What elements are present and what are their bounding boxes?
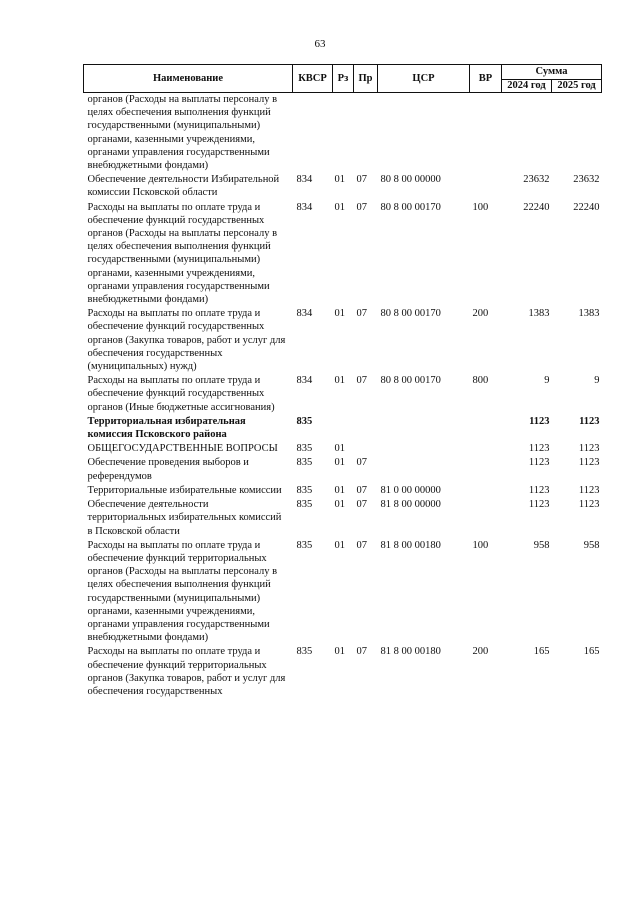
table-row	[84, 498, 602, 539]
row-sum-2024: 22240	[523, 201, 550, 213]
row-rz: 01	[334, 201, 345, 213]
row-sum-2024: 23632	[523, 174, 550, 186]
row-csr: 81 8 00 00180	[380, 646, 441, 658]
row-rz: 01	[334, 375, 345, 387]
row-pr: 07	[356, 646, 367, 658]
row-vr	[470, 93, 502, 174]
row-rz: 01	[334, 539, 345, 551]
row-name: Расходы на выплаты по оплате труда и обеспечение функций государственных органов (Расходы на выплаты персоналу в целях обеспечения выполнения функций государственными (муниципальными) органами, казенными учреждениями, органами управления государственными внебюджетными фондами)	[87, 201, 278, 306]
row-vr: 200	[472, 308, 489, 320]
row-name: Расходы на выплаты по оплате труда и обеспечение функций территориальных органов (Закупка товаров, работ и услуг для обеспечения государственных	[87, 646, 286, 697]
row-pr	[354, 415, 378, 442]
row-kvsr: 834	[296, 308, 313, 320]
row-sum-2024: 1123	[528, 484, 550, 496]
row-name: Обеспечение деятельности территориальных избирательных комиссий в Псковской области	[87, 499, 282, 537]
row-pr: 07	[356, 539, 367, 551]
row-sum-2025: 1123	[579, 415, 600, 427]
row-pr: 07	[356, 457, 367, 469]
row-vr	[470, 415, 502, 442]
row-vr: 800	[472, 375, 489, 387]
table-header	[84, 65, 602, 93]
header-rz: Рз	[333, 65, 354, 93]
row-kvsr	[293, 93, 333, 174]
row-sum-2024: 1123	[528, 457, 550, 469]
row-sum-2025: 1123	[578, 457, 600, 469]
row-kvsr: 835	[296, 457, 313, 469]
row-pr: 07	[356, 375, 367, 387]
row-pr	[354, 93, 378, 174]
row-sum-2025: 23632	[573, 174, 600, 186]
row-sum-2024: 958	[533, 539, 550, 551]
row-name: Территориальная избирательная комиссия Псковского района	[87, 415, 246, 441]
row-csr: 81 8 00 00180	[380, 539, 441, 551]
row-sum-2025: 1123	[578, 499, 600, 511]
row-vr: 100	[472, 539, 489, 551]
row-csr: 80 8 00 00170	[380, 375, 441, 387]
table-row	[84, 173, 602, 200]
row-vr	[470, 173, 502, 200]
row-sum-2024: 165	[533, 646, 550, 658]
row-name: Обеспечение деятельности Избирательной комиссии Псковской области	[87, 174, 280, 199]
row-kvsr: 835	[296, 646, 313, 658]
row-sum-2024	[502, 93, 552, 174]
row-sum-2025	[552, 93, 602, 174]
header-kvsr: КВСР	[293, 65, 333, 93]
row-sum-2024: 1383	[528, 308, 550, 320]
table-row	[84, 307, 602, 374]
row-csr: 80 8 00 00170	[380, 201, 441, 213]
row-rz: 01	[334, 457, 345, 469]
row-pr: 07	[356, 499, 367, 511]
row-sum-2024: 9	[544, 375, 550, 387]
header-year-2025: 2025 год	[552, 80, 602, 93]
row-sum-2025: 22240	[573, 201, 600, 213]
row-rz: 01	[334, 308, 345, 320]
row-csr: 80 8 00 00170	[380, 308, 441, 320]
row-vr: 100	[472, 201, 489, 213]
row-csr: 81 0 00 00000	[380, 484, 441, 496]
row-pr: 07	[356, 308, 367, 320]
row-sum-2025: 1383	[578, 308, 600, 320]
header-csr: ЦСР	[378, 65, 470, 93]
row-vr: 200	[472, 646, 489, 658]
row-name: ОБЩЕГОСУДАРСТВЕННЫЕ ВОПРОСЫ	[87, 443, 278, 455]
table-row	[84, 374, 602, 415]
row-rz	[333, 415, 354, 442]
row-csr	[378, 415, 470, 442]
row-name: Расходы на выплаты по оплате труда и обеспечение функций государственных органов (Закупка товаров, работ и услуг для обеспечения государственных (муниципальных) нужд)	[87, 308, 286, 373]
header-vr: ВР	[470, 65, 502, 93]
row-sum-2025: 958	[583, 539, 600, 551]
row-kvsr: 834	[296, 375, 313, 387]
row-rz: 01	[334, 484, 345, 496]
row-kvsr: 835	[296, 443, 313, 455]
row-csr	[378, 456, 470, 483]
row-sum-2024: 1123	[528, 443, 550, 455]
row-csr	[378, 93, 470, 174]
row-sum-2024: 1123	[529, 415, 550, 427]
row-pr: 07	[356, 201, 367, 213]
row-vr	[470, 456, 502, 483]
row-csr	[378, 442, 470, 456]
row-vr	[470, 498, 502, 539]
header-pr: Пр	[354, 65, 378, 93]
row-kvsr: 835	[296, 539, 313, 551]
row-csr: 81 8 00 00000	[380, 499, 441, 511]
row-kvsr: 835	[296, 415, 313, 427]
row-sum-2025: 9	[594, 375, 600, 387]
row-kvsr: 834	[296, 201, 313, 213]
row-sum-2024: 1123	[528, 499, 550, 511]
row-pr	[354, 442, 378, 456]
row-name: Территориальные избирательные комиссии	[87, 484, 282, 496]
table-row	[84, 456, 602, 483]
table-row	[84, 645, 602, 699]
table-row	[84, 201, 602, 308]
row-rz: 01	[334, 499, 345, 511]
table-row	[84, 415, 602, 442]
row-sum-2025: 1123	[578, 443, 600, 455]
table-row	[84, 484, 602, 498]
row-csr: 80 8 00 00000	[380, 174, 441, 186]
page-number: 63	[314, 38, 326, 50]
table-row	[84, 93, 602, 174]
row-name: Расходы на выплаты по оплате труда и обеспечение функций территориальных органов (Расходы на выплаты персоналу в целях обеспечения выполнения функций государственными (муниципальными) органами, казенными учреждениями, органами управления государственными внебюджетными фондами)	[87, 539, 278, 644]
row-rz: 01	[334, 646, 345, 658]
budget-table	[83, 64, 602, 699]
row-vr	[470, 484, 502, 498]
header-year-2024: 2024 год	[502, 80, 552, 93]
row-name: Расходы на выплаты по оплате труда и обеспечение функций государственных органов (Иные бюджетные ассигнования)	[87, 375, 275, 413]
row-kvsr: 835	[296, 499, 313, 511]
row-rz	[333, 93, 354, 174]
row-vr	[470, 442, 502, 456]
table-body	[84, 93, 602, 700]
row-kvsr: 834	[296, 174, 313, 186]
row-rz: 01	[334, 443, 345, 455]
row-rz: 01	[334, 174, 345, 186]
row-sum-2025: 1123	[578, 484, 600, 496]
header-sum: Сумма	[502, 65, 602, 80]
row-name: Обеспечение проведения выборов и референдумов	[87, 457, 249, 482]
header-name: Наименование	[84, 65, 293, 93]
row-pr: 07	[356, 484, 367, 496]
row-name: органов (Расходы на выплаты персоналу в целях обеспечения выполнения функций государственными (муниципальными) органами, казенными учреждениями, органами управления государственными внебюджетными фондами)	[87, 94, 278, 172]
row-kvsr: 835	[296, 484, 313, 496]
table-row	[84, 442, 602, 456]
row-pr: 07	[356, 174, 367, 186]
row-sum-2025: 165	[583, 646, 600, 658]
table-row	[84, 539, 602, 646]
